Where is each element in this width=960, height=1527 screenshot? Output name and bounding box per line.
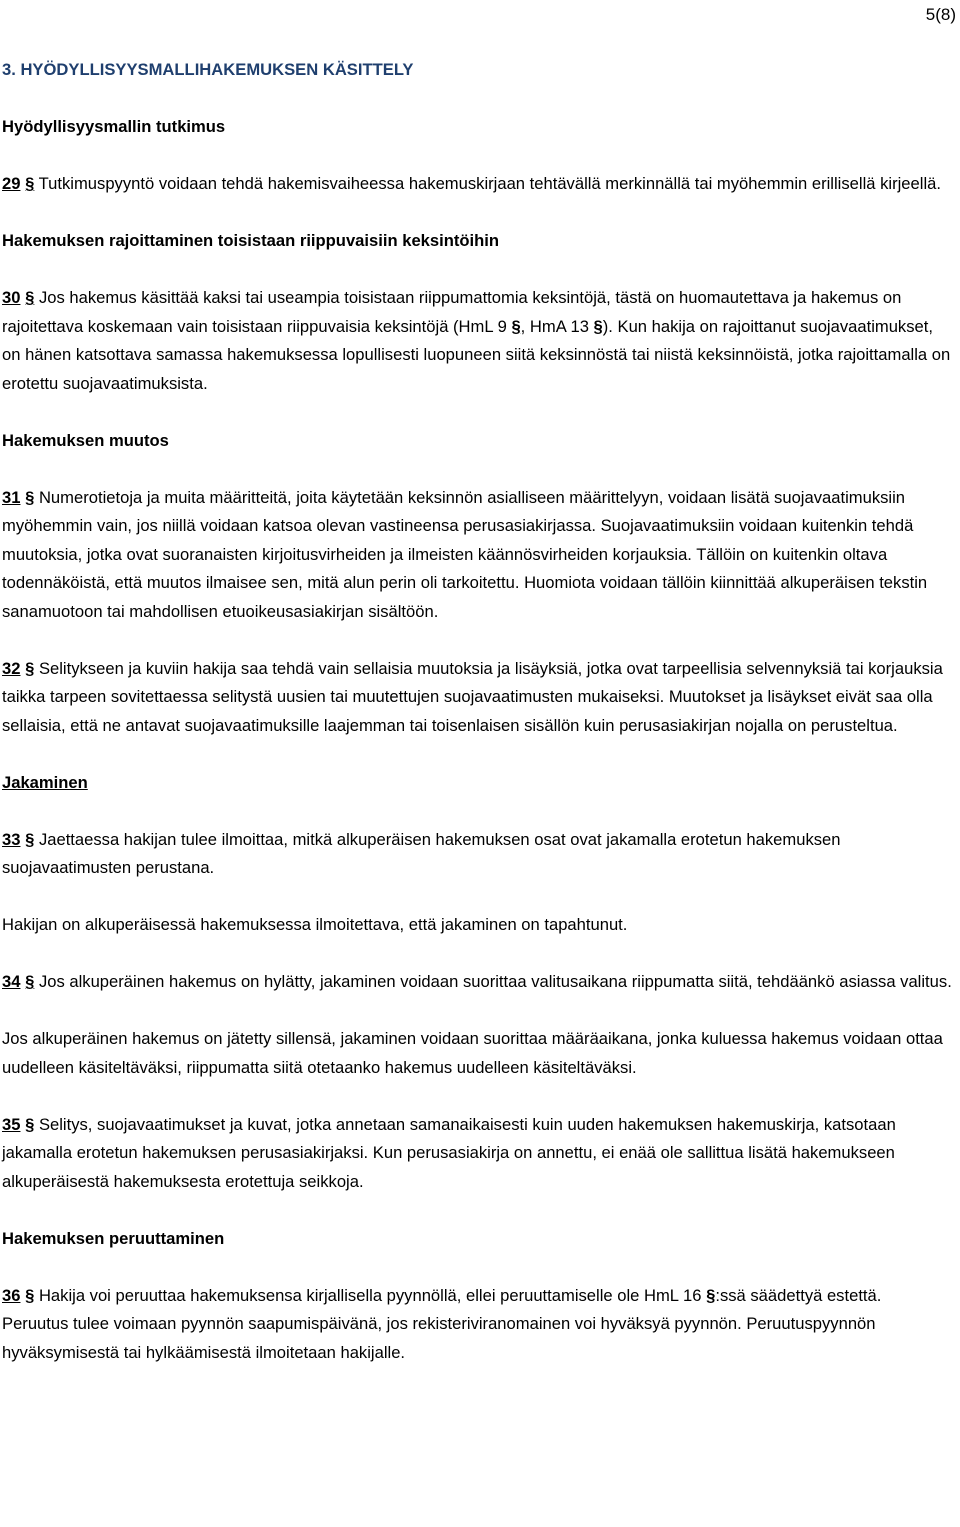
document-body	[2, 56, 952, 1367]
paragraph-text: Numerotietoja ja muita määritteitä, joita käytetään keksinnön asialliseen määrittelyyn, voidaan lisätä suojavaatimuksiin myöhemmin vain, jos niillä voidaan katsoa olevan vastineensa perusasiakirjassa. Suojavaatimuksiin voidaan kuitenkin tehdä muutoksia, jotka ovat suoranaisten kirjoitusvirheiden ja ilmeisten käännösvirheiden korjauksia. Tällöin on kuitenkin oltava todennäköistä, että muutos ilmaisee sen, mitä alun perin oli tarkoitettu. Huomiota voidaan tällöin kiinnittää alkuperäisen tekstin sanamuotoon tai mahdollisen etuoikeusasiakirjan sisältöön.	[2, 487, 928, 621]
paragraph-36	[2, 1282, 952, 1368]
paragraph-text: Jos hakemus käsittää kaksi tai useampia toisistaan riippumattomia keksintöjä, tästä on huomautettava ja hakemus on rajoitettava koskemaan vain toisistaan riippuvaisia keksintöjä (HmL 9	[2, 288, 902, 336]
section-symbol: §	[25, 1285, 35, 1305]
paragraph-number: 35	[2, 1114, 21, 1134]
paragraph-34	[2, 968, 952, 997]
paragraph-number: 33	[2, 829, 21, 849]
paragraph-text: Selitykseen ja kuviin hakija saa tehdä vain sellaisia muutoksia ja lisäyksiä, jotka ovat tarpeellisia selvennyksiä tai korjauksia taikka tarpeen sovitettaessa selitystä uusien tai muutettujen suojavaatimusten mukaiseksi. Muutokset ja lisäykset eivät saa olla sellaisia, että ne antavat suojavaatimuksille laajemman tai toisenlaisen sisällön kuin perusasiakirjan nojalla on perusteltua.	[2, 658, 943, 735]
paragraph-text: , HmA 13	[520, 316, 594, 336]
paragraph-34-continued: Jos alkuperäinen hakemus on jätetty sillensä, jakaminen voidaan suorittaa määräaikana, jonka kuluessa hakemus voidaan ottaa uudelleen käsiteltäväksi, riippumatta siitä otetaanko hakemus uudelleen käsiteltäväksi.	[2, 1029, 943, 1077]
paragraph-number: 36	[2, 1285, 21, 1305]
heading-jakaminen: Jakaminen	[2, 772, 88, 792]
paragraph-30	[2, 284, 952, 398]
paragraph-text: Selitys, suojavaatimukset ja kuvat, jotka annetaan samanaikaisesti kuin uuden hakemuksen hakemuskirja, katsotaan jakamalla erotetun hakemuksen perusasiakirjaksi. Kun perusasiakirja on annettu, ei enää ole sallittua lisätä hakemukseen alkuperäisestä hakemuksesta erotettuja seikkoja.	[2, 1114, 896, 1191]
paragraph-text: Jaettaessa hakijan tulee ilmoittaa, mitkä alkuperäisen hakemuksen osat ovat jakamalla erotetun hakemuksen suojavaatimusten perustana.	[2, 829, 841, 877]
paragraph-35	[2, 1111, 952, 1197]
paragraph-number: 30	[2, 288, 21, 307]
paragraph-text: Hakija voi peruuttaa hakemuksensa kirjallisella pyynnöllä, ellei peruuttamiselle ole HmL 16	[34, 1285, 707, 1305]
paragraph-33-notice: Hakijan on alkuperäisessä hakemuksessa ilmoitettava, että jakaminen on tapahtunut.	[2, 915, 628, 934]
paragraph-29	[2, 170, 952, 199]
section-symbol: §	[25, 1114, 35, 1134]
page-number: 5(8)	[925, 5, 956, 24]
heading-peruuttaminen: Hakemuksen peruuttaminen	[2, 1228, 225, 1248]
heading-muutos: Hakemuksen muutos	[2, 430, 169, 450]
paragraph-text: ). Kun hakija on rajoittanut suojavaatimukset, on hänen katsottava samassa hakemuksessa lopullisesti luopuneen siitä keksinnöstä tai niistä keksinnöistä, jotka rajoittamalla on erotettu suojavaatimuksista.	[2, 316, 951, 393]
paragraph-text: :ssä säädettyä estettä. Peruutus tulee voimaan pyynnön saapumispäivänä, jos rekisteriviranomainen voi hyväksyä pyynnön. Peruutuspyynnön hyväksymisestä tai hylkäämisestä ilmoitetaan hakijalle.	[2, 1285, 882, 1362]
section-title: 3. HYÖDYLLISYYSMALLIHAKEMUKSEN KÄSITTELY	[2, 60, 414, 79]
section-symbol: §	[25, 972, 35, 991]
paragraph-number: 32	[2, 658, 21, 678]
heading-tutkimus: Hyödyllisyysmallin tutkimus	[2, 117, 226, 136]
section-symbol: §	[706, 1285, 716, 1305]
section-symbol: §	[25, 829, 35, 849]
paragraph-number: 31	[2, 487, 21, 507]
paragraph-number: 34	[2, 972, 21, 991]
paragraph-text: Jos alkuperäinen hakemus on hylätty, jakaminen voidaan suorittaa valitusaikana riippumatta siitä, tehdäänkö asiassa valitus.	[34, 972, 952, 991]
paragraph-32	[2, 655, 952, 741]
section-symbol: §	[25, 487, 35, 507]
section-symbol: §	[25, 174, 35, 193]
paragraph-text: Tutkimuspyyntö voidaan tehdä hakemisvaiheessa hakemuskirjaan tehtävällä merkinnällä tai myöhemmin erillisellä kirjeellä.	[34, 174, 941, 193]
paragraph-number: 29	[2, 174, 21, 193]
section-symbol: §	[25, 288, 35, 307]
section-symbol: §	[511, 316, 521, 336]
section-symbol: §	[593, 316, 603, 336]
paragraph-31	[2, 484, 952, 627]
section-symbol: §	[25, 658, 35, 678]
heading-rajoittaminen: Hakemuksen rajoittaminen toisistaan riippuvaisiin keksintöihin	[2, 231, 500, 250]
paragraph-33	[2, 826, 952, 883]
